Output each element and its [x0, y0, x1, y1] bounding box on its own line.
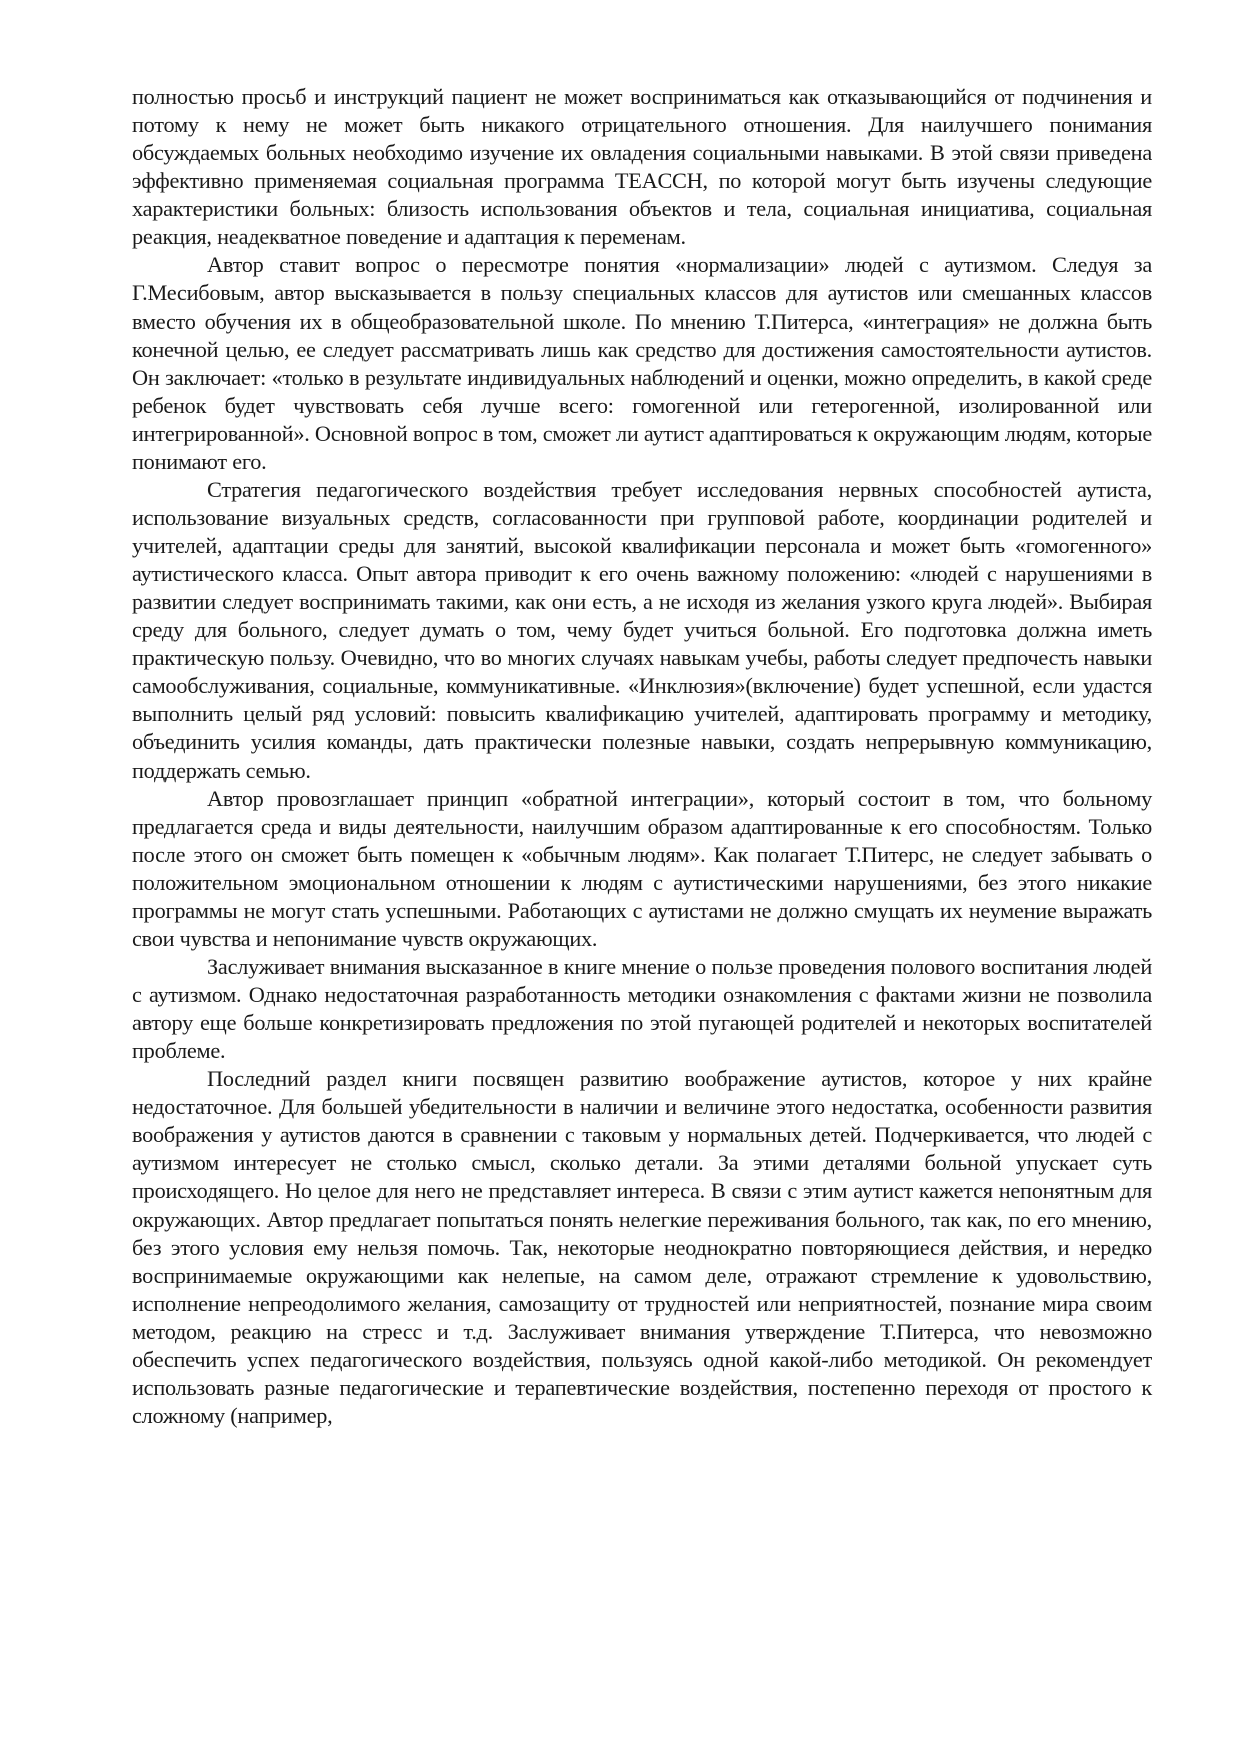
paragraph-reverse-integration: Автор провозглашает принцип «обратной интеграции», который состоит в том, что больному предлагается среда и виды деятельности, наилучшим образом адаптированные к его способностям. Только после этого он сможет быть помещен к «обычным людям». Как полагает Т.Питерс, не следует забывать о положительном эмоциональном отношении к людям с аутистическими нарушениями, без этого никакие программы не могут стать успешными. Работающих с аутистами не должно смущать их неумение выражать свои чувства и непонимание чувств окружающих. — [132, 785, 1152, 951]
paragraph-normalization: Автор ставит вопрос о пересмотре понятия «нормализации» людей с аутизмом. Следуя за Г.Месибовым, автор высказывается в пользу специальных классов для аутистов или смешанных классов вместо обучения их в общеобразовательной школе. По мнению Т.Питерса, «интеграция» не должна быть конечной целью, ее следует рассматривать лишь как средство для достижения самостоятельности аутистов. Он заключает: «только в результате индивидуальных наблюдений и оценки, можно определить, в какой среде ребенок будет чувствовать себя лучше всего: гомогенной или гетерогенной, изолированной или интегрированной». Основной вопрос в том, сможет ли аутист адаптироваться к окружающим людям, которые понимают его. — [132, 252, 1152, 474]
paragraph-continued: полностью просьб и инструкций пациент не может восприниматься как отказывающийся от подчинения и потому к нему не может быть никакого отрицательного отношения. Для наилучшего понимания обсуждаемых больных необходимо изучение их овладения социальными навыками. В этой связи приведена эффективно применяемая социальная программа TEACCH, по которой могут быть изучены следующие характеристики больных: близость использования объектов и тела, социальная инициатива, социальная реакция, неадекватное поведение и адаптация к переменам. — [132, 84, 1152, 250]
paragraph-pedagogical-strategy: Стратегия педагогического воздействия требует исследования нервных способностей аутиста, использование визуальных средств, согласованности при групповой работе, координации родителей и учителей, адаптации среды для занятий, высокой квалификации персонала и может быть «гомогенного» аутистического класса. Опыт автора приводит к его очень важному положению: «людей с нарушениями в развитии следует воспринимать такими, как они есть, а не исходя из желания узкого круга людей». Выбирая среду для больного, следует думать о том, чему будет учиться больной. Его подготовка должна иметь практическую пользу. Очевидно, что во многих случаях навыкам учебы, работы следует предпочесть навыки самообслуживания, социальные, коммуникативные. «Инклюзия»(включение) будет успешной, если удастся выполнить целый ряд условий: повысить квалификацию учителей, адаптировать программу и методику, объединить усилия команды, дать практически полезные навыки, создать непрерывную коммуникацию, поддержать семью. — [132, 476, 1152, 783]
paragraph-imagination: Последний раздел книги посвящен развитию воображение аутистов, которое у них крайне недостаточное. Для большей убедительности в наличии и величине этого недостатка, особенности развития воображения у аутистов даются в сравнении с таковым у нормальных детей. Подчеркивается, что людей с аутизмом интересует не столько смысл, сколько детали. За этими деталями больной упускает суть происходящего. Но целое для него не представляет интереса. В связи с этим аутист кажется непонятным для окружающих. Автор предлагает попытаться понять нелегкие переживания больного, так как, по его мнению, без этого условия ему нельзя помочь. Так, некоторые неоднократно повторяющиеся действия, и нередко воспринимаемые окружающими как нелепые, на самом деле, отражают стремление к удовольствию, исполнение непреодолимого желания, самозащиту от трудностей или неприятностей, познание мира своим методом, реакцию на стресс и т.д. Заслуживает внимания утверждение Т.Питерса, что невозможно обеспечить успех педагогического воздействия, пользуясь одной какой-либо методикой. Он рекомендует использовать разные педагогические и терапевтические воздействия, постепенно переходя от простого к сложному (например, — [132, 1066, 1152, 1428]
document-page — [132, 83, 1152, 1430]
paragraph-sex-education: Заслуживает внимания высказанное в книге мнение о пользе проведения полового воспитания людей с аутизмом. Однако недостаточная разработанность методики ознакомления с фактами жизни не позволила автору еще больше конкретизировать предложения по этой пугающей родителей и некоторых воспитателей проблеме. — [132, 953, 1152, 1064]
